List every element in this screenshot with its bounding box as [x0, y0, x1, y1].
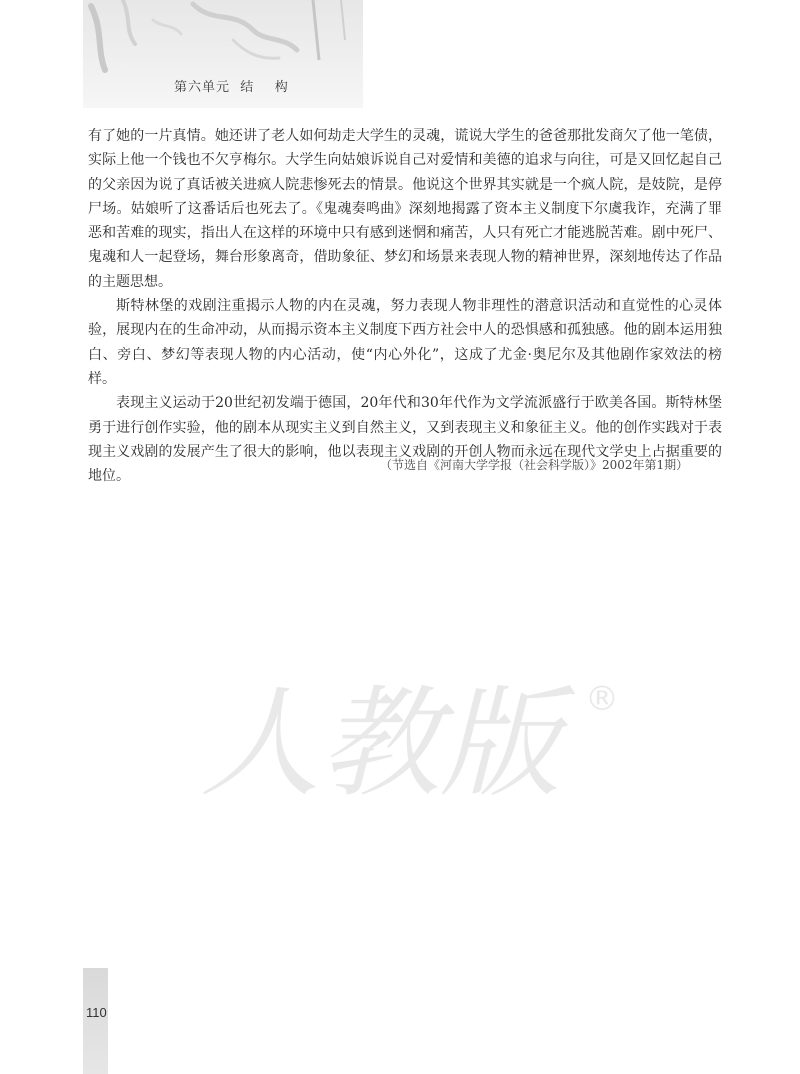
paragraph-2: 斯特林堡的戏剧注重揭示人物的内在灵魂，努力表现人物非理性的潜意识活动和直觉性的心灵体验，展现内在的生命冲动，从而揭示资本主义制度下西方社会中人的恐惧感和孤独感。他的剧本运用独白、旁白、梦幻等表现人物的内心活动，使“内心外化”，这成了尤金·奥尼尔及其他剧作家效法的榜样。 — [88, 298, 722, 387]
paragraph-3: 表现主义运动于20世纪初发端于德国，20年代和30年代作为文学流派盛行于欧美各国。斯特林堡勇于进行创作实验，他的剧本从现实主义到自然主义，又到表现主义和象征主义。他的创作实践对于表现主义戏剧的发展产生了很大的影响，他以表现主义戏剧的开创人物而永远在现代文学史上占据重要的地位。 — [88, 395, 722, 485]
publisher-watermark-icon — [190, 665, 630, 825]
unit-title: 第六单元 结 构 — [174, 80, 289, 95]
page-number: 110 — [86, 1005, 107, 1020]
article-body — [88, 124, 722, 488]
page-number-strip — [83, 968, 108, 1074]
source-citation: （节选自《河南大学学报（社会科学版）》2002年第1期） — [380, 458, 689, 472]
watermark-text: 人教版 — [200, 675, 560, 814]
paragraph-1: 有了她的一片真情。她还讲了老人如何劫走大学生的灵魂，谎说大学生的爸爸那批发商欠了他一笔债，实际上他一个钱也不欠亨梅尔。大学生向姑娘诉说自己对爱情和美德的追求与向往，可是又回忆起自己的父亲因为说了真话被关进疯人院悲惨死去的情景。他说这个世界其实就是一个疯人院，是妓院，是停尸场。姑娘听了这番话后也死去了。《鬼魂奏鸣曲》深刻地揭露了资本主义制度下尔虞我诈，充满了罪恶和苦难的现实，指出人在这样的环境中只有感到迷惘和痛苦，人只有死亡才能逃脱苦难。剧中死尸、鬼魂和人一起登场，舞台形象离奇，借助象征、梦幻和场景来表现人物的精神世界，深刻地传达了作品的主题思想。 — [88, 128, 722, 290]
registered-mark-icon: ® — [585, 679, 619, 719]
